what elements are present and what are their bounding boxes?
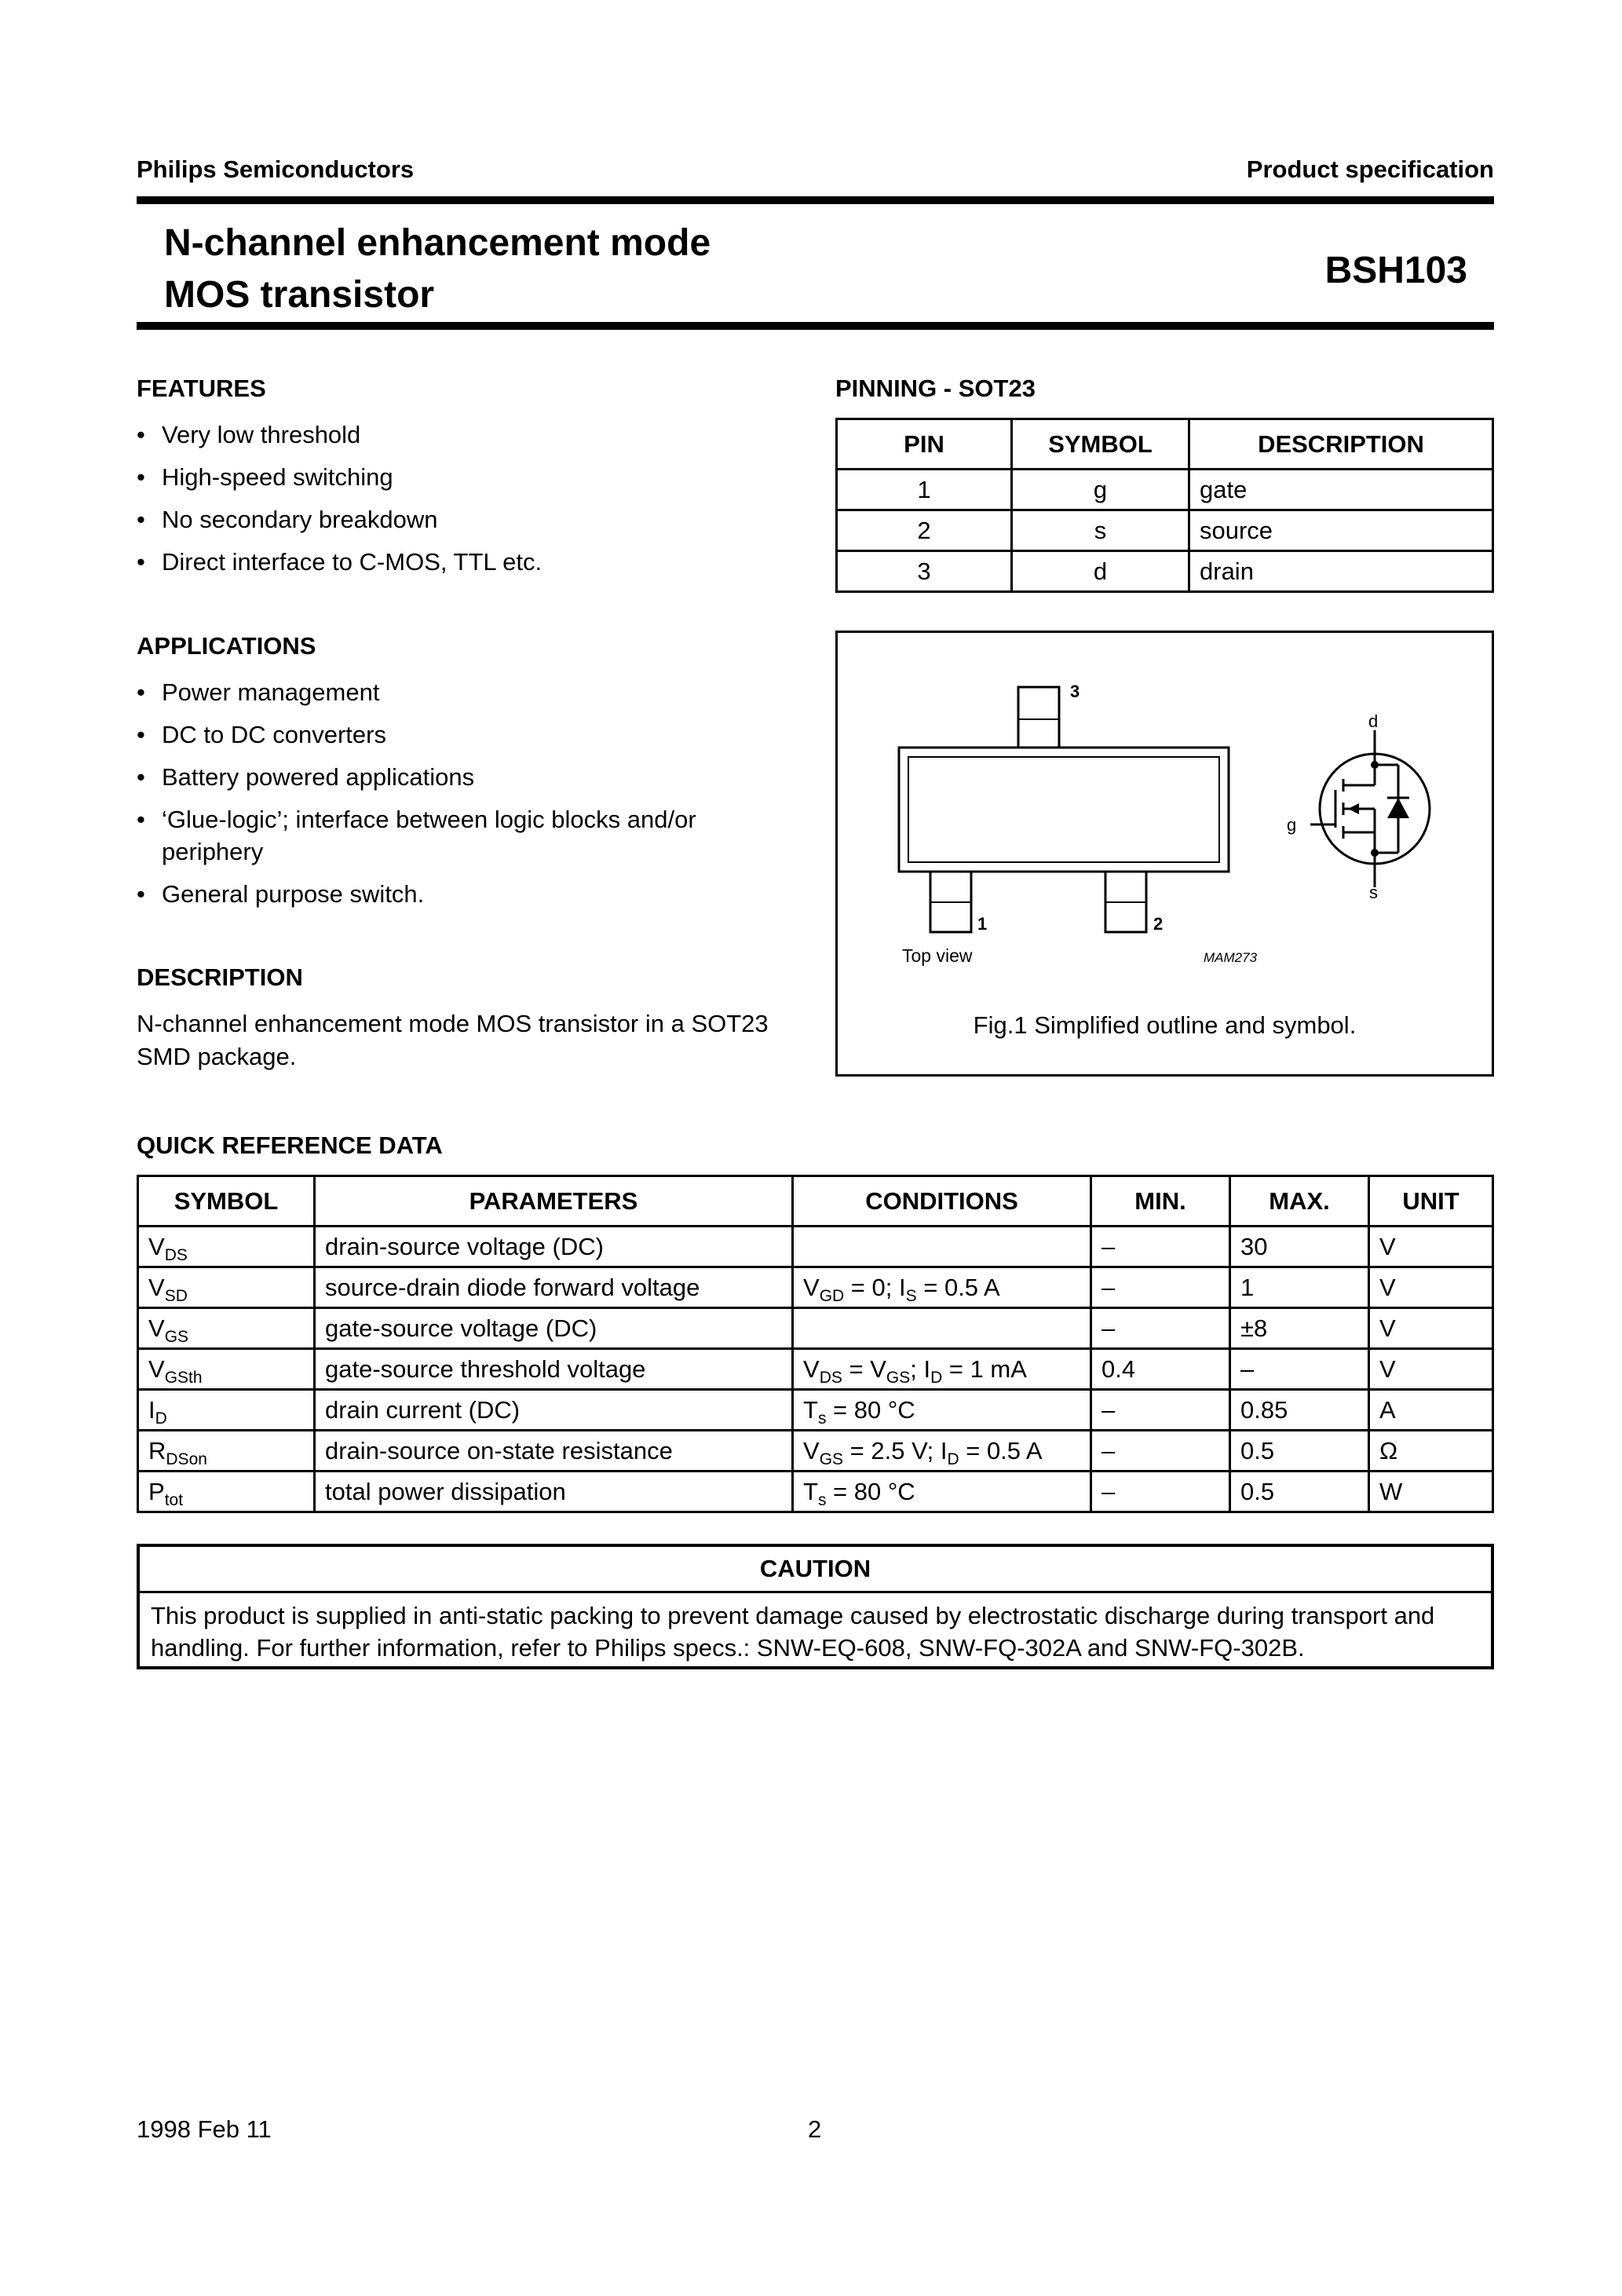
- symbol-cell: $P_{tot}$: [138, 1472, 315, 1512]
- symbol-cell: g: [1012, 470, 1189, 510]
- symbol-cell: $I_D$: [138, 1390, 315, 1431]
- figure-code: MAM273: [1204, 950, 1258, 965]
- min-cell: –: [1091, 1308, 1230, 1349]
- symbol-cell: $V_{GSth}$: [138, 1349, 315, 1390]
- conditions-column-header: CONDITIONS: [793, 1176, 1091, 1227]
- top-rule: [137, 196, 1494, 204]
- pinning-table: [835, 418, 1494, 593]
- applications-list: [137, 676, 796, 920]
- list-item: • Very low threshold: [137, 419, 796, 451]
- parameter-cell: drain current (DC): [315, 1390, 793, 1431]
- min-cell: –: [1091, 1267, 1230, 1308]
- parameter-cell: gate-source threshold voltage: [315, 1349, 793, 1390]
- unit-cell: A: [1369, 1390, 1493, 1431]
- table-row: [138, 1431, 1493, 1472]
- package-body: [899, 748, 1229, 872]
- pin-2-label: 2: [1153, 914, 1164, 934]
- part-number: BSH103: [1324, 250, 1467, 291]
- list-item: • Power management: [137, 676, 796, 708]
- sot23-outline-and-symbol: [838, 633, 1492, 1074]
- table-row: [138, 1308, 1493, 1349]
- title-line-1: N-channel enhancement mode: [164, 222, 711, 264]
- pin-cell: 3: [837, 551, 1012, 592]
- gate-label: g: [1287, 815, 1297, 835]
- list-item: • Direct interface to C-MOS, TTL etc.: [137, 546, 796, 578]
- caution-heading: CAUTION: [140, 1547, 1491, 1593]
- max-cell: 0.5: [1230, 1472, 1369, 1512]
- parameter-cell: source-drain diode forward voltage: [315, 1267, 793, 1308]
- parameter-cell: drain-source voltage (DC): [315, 1227, 793, 1267]
- max-column-header: MAX.: [1230, 1176, 1369, 1227]
- description-cell: gate: [1189, 470, 1493, 510]
- table-row: [837, 551, 1493, 592]
- symbol-cell: d: [1012, 551, 1189, 592]
- min-cell: –: [1091, 1431, 1230, 1472]
- unit-column-header: UNIT: [1369, 1176, 1493, 1227]
- unit-cell: V: [1369, 1267, 1493, 1308]
- list-item: • General purpose switch.: [137, 878, 796, 910]
- unit-cell: V: [1369, 1308, 1493, 1349]
- page-title: [164, 218, 711, 321]
- min-column-header: MIN.: [1091, 1176, 1230, 1227]
- pin-1-label: 1: [977, 914, 988, 934]
- table-row: [138, 1349, 1493, 1390]
- min-cell: –: [1091, 1390, 1230, 1431]
- source-label: s: [1369, 883, 1378, 902]
- quick-ref-heading: QUICK REFERENCE DATA: [137, 1132, 443, 1159]
- list-item: • ‘Glue-logic’; interface between logic blocks and/or periphery: [137, 803, 796, 868]
- table-row: [138, 1390, 1493, 1431]
- condition-cell: [793, 1227, 1091, 1267]
- pin-cell: 2: [837, 510, 1012, 551]
- description-column-header: DESCRIPTION: [1189, 419, 1493, 470]
- caution-box: [137, 1544, 1494, 1669]
- max-cell: 1: [1230, 1267, 1369, 1308]
- min-cell: –: [1091, 1227, 1230, 1267]
- list-item: • No secondary breakdown: [137, 503, 796, 536]
- max-cell: 0.85: [1230, 1390, 1369, 1431]
- pin-column-header: PIN: [837, 419, 1012, 470]
- table-row: [837, 510, 1493, 551]
- min-cell: 0.4: [1091, 1349, 1230, 1390]
- condition-cell: [793, 1308, 1091, 1349]
- top-view-label: Top view: [902, 945, 973, 966]
- figure-box: [835, 631, 1494, 1077]
- min-cell: –: [1091, 1472, 1230, 1512]
- list-item: • Battery powered applications: [137, 761, 796, 793]
- max-cell: 0.5: [1230, 1431, 1369, 1472]
- description-cell: drain: [1189, 551, 1493, 592]
- max-cell: –: [1230, 1349, 1369, 1390]
- symbol-column-header: SYMBOL: [1012, 419, 1189, 470]
- condition-cell: $T_s = 80$ °C: [793, 1472, 1091, 1512]
- description-heading: DESCRIPTION: [137, 963, 303, 991]
- drain-label: d: [1368, 711, 1379, 731]
- list-item: • High-speed switching: [137, 461, 796, 493]
- caution-text: This product is supplied in anti-static packing to prevent damage caused by electrostatic discharge during transport and handling. For further information, refer to Philips specs.: SNW-EQ-608, SNW-FQ-302A and SNW-FQ-302B.: [151, 1602, 1435, 1662]
- condition-cell: $T_s = 80$ °C: [793, 1390, 1091, 1431]
- table-row: [138, 1227, 1493, 1267]
- max-cell: 30: [1230, 1227, 1369, 1267]
- pin-cell: 1: [837, 470, 1012, 510]
- applications-heading: APPLICATIONS: [137, 632, 316, 660]
- parameter-cell: total power dissipation: [315, 1472, 793, 1512]
- symbol-column-header: SYMBOL: [138, 1176, 315, 1227]
- unit-cell: V: [1369, 1349, 1493, 1390]
- parameters-column-header: PARAMETERS: [315, 1176, 793, 1227]
- page-number: 2: [808, 2115, 822, 2143]
- condition-cell: $V_{GD} = 0$; $I_S = 0.5$ A: [793, 1267, 1091, 1308]
- symbol-cell: $V_{DS}$: [138, 1227, 315, 1267]
- unit-cell: V: [1369, 1227, 1493, 1267]
- symbol-cell: $V_{SD}$: [138, 1267, 315, 1308]
- table-row: [138, 1472, 1493, 1512]
- description-cell: source: [1189, 510, 1493, 551]
- condition-cell: $V_{DS} = V_{GS}$; $I_D = 1$ mA: [793, 1349, 1091, 1390]
- parameter-cell: gate-source voltage (DC): [315, 1308, 793, 1349]
- symbol-cell: $V_{GS}$: [138, 1308, 315, 1349]
- unit-cell: Ω: [1369, 1431, 1493, 1472]
- title-rule: [137, 322, 1494, 330]
- figure-caption: Fig.1 Simplified outline and symbol.: [973, 1011, 1357, 1039]
- company-name: Philips Semiconductors: [137, 155, 415, 183]
- max-cell: ±8: [1230, 1308, 1369, 1349]
- unit-cell: W: [1369, 1472, 1493, 1512]
- quick-ref-table: [137, 1175, 1494, 1513]
- features-list: [137, 419, 796, 588]
- title-line-2: MOS transistor: [164, 274, 435, 316]
- doc-type: Product specification: [1246, 155, 1494, 183]
- parameter-cell: drain-source on-state resistance: [315, 1431, 793, 1472]
- features-heading: FEATURES: [137, 375, 266, 402]
- symbol-cell: s: [1012, 510, 1189, 551]
- symbol-cell: $R_{DSon}$: [138, 1431, 315, 1472]
- footer-date: 1998 Feb 11: [137, 2115, 272, 2143]
- table-row: [138, 1267, 1493, 1308]
- condition-cell: $V_{GS} = 2.5$ V; $I_D = 0.5$ A: [793, 1431, 1091, 1472]
- pinning-heading: PINNING - SOT23: [835, 375, 1036, 402]
- pin-3-pad: [1018, 687, 1059, 748]
- pin-3-label: 3: [1070, 682, 1080, 701]
- list-item: • DC to DC converters: [137, 718, 796, 751]
- table-row: [837, 470, 1493, 510]
- description-text: N-channel enhancement mode MOS transistor in a SOT23 SMD package.: [137, 1010, 769, 1070]
